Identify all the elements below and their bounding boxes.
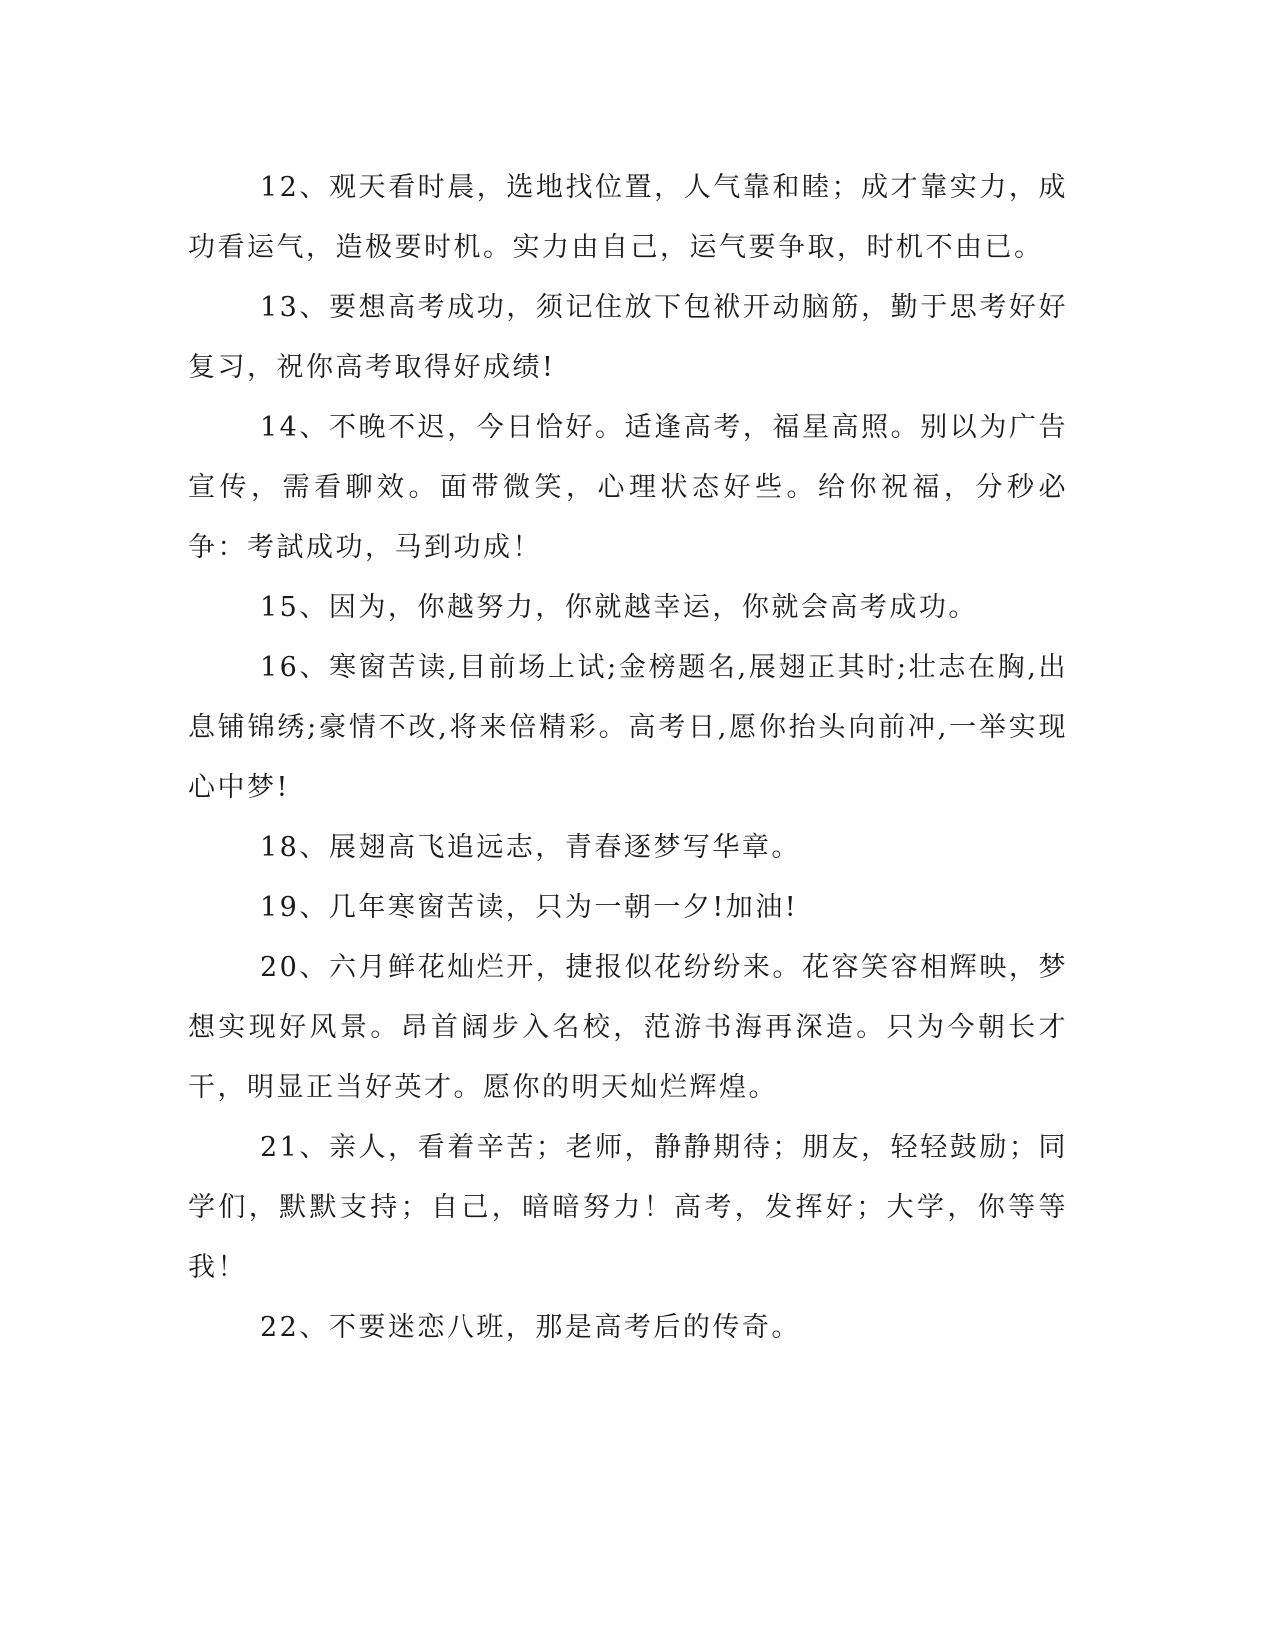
paragraph-22: 22、不要迷恋八班，那是高考后的传奇。 bbox=[260, 1312, 801, 1343]
paragraph-20: 20、六月鲜花灿烂开，捷报似花纷纷来。花容笑容相辉映，梦想实现好风景。昂首阔步入名校，范游书海再深造。只为今朝长才干，明显正当好英才。愿你的明天灿烂辉煌。 bbox=[188, 952, 1068, 1103]
paragraph-12: 12、观天看时晨，选地找位置，人气靠和睦；成才靠实力，成功看运气，造极要时机。实力由自己，运气要争取，时机不由已。 bbox=[188, 172, 1068, 263]
paragraph-19: 19、几年寒窗苦读，只为一朝一夕!加油! bbox=[260, 892, 799, 923]
paragraph-14: 14、不晚不迟，今日恰好。适逢高考，福星高照。别以为广告宣传，需看聊效。面带微笑，心理状态好些。给你祝福，分秒必争：考試成功，马到功成！ bbox=[188, 412, 1068, 563]
document-body bbox=[188, 158, 1068, 1358]
paragraph-18: 18、展翅高飞追远志，青春逐梦写华章。 bbox=[260, 832, 801, 863]
paragraph-16: 16、寒窗苦读,目前场上试;金榜题名,展翅正其时;壮志在胸,出息铺锦绣;豪情不改,将来倍精彩。高考日,愿你抬头向前冲,一举实现心中梦! bbox=[188, 652, 1068, 803]
paragraph-13: 13、要想高考成功，须记住放下包袱开动脑筋，勤于思考好好复习，祝你高考取得好成绩! bbox=[188, 292, 1068, 383]
paragraph-21: 21、亲人，看着辛苦；老师，静静期待；朋友，轻轻鼓励；同学们，默默支持；自己，暗暗努力！高考，发挥好；大学，你等等我！ bbox=[188, 1132, 1068, 1283]
paragraph-15: 15、因为，你越努力，你就越幸运，你就会高考成功。 bbox=[260, 592, 978, 623]
